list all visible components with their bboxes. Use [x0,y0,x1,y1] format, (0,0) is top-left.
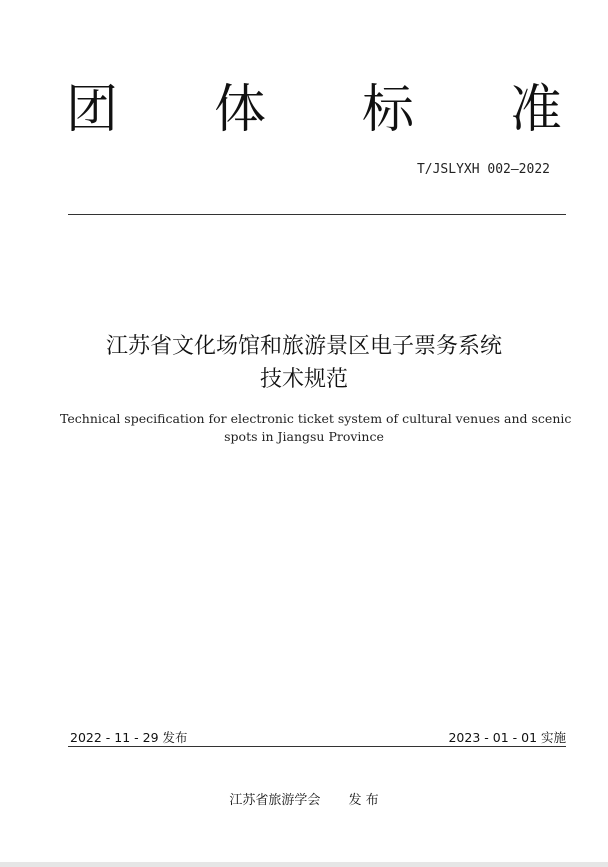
heading-char: 体 [213,80,266,140]
publisher-action: 发 布 [348,793,379,808]
chinese-title [40,330,568,396]
heading-char: 准 [509,80,562,140]
chinese-title-line-2: 技术规范 [259,367,348,392]
bottom-divider [68,746,566,747]
standard-type-heading [66,78,562,142]
top-divider [68,214,566,215]
heading-char: 团 [66,80,119,140]
standard-code: T/JSLYXH 002—2022 [416,162,550,177]
english-title-line-2: spots in Jiangsu Province [224,429,384,444]
english-title-line-1: Technical specification for electronic ticket system of cultural venues and scenic [60,411,572,426]
publisher-line [0,789,608,808]
chinese-title-line-1: 江苏省文化场馆和旅游景区电子票务系统 [105,334,502,359]
implementation-date: 2023 - 01 - 01 实施 [448,730,566,745]
page-bottom-edge [0,862,608,867]
heading-char: 标 [361,80,414,140]
issue-date: 2022 - 11 - 29 发布 [70,730,188,745]
english-title [60,410,572,446]
publisher-name: 江苏省旅游学会 [229,793,321,808]
